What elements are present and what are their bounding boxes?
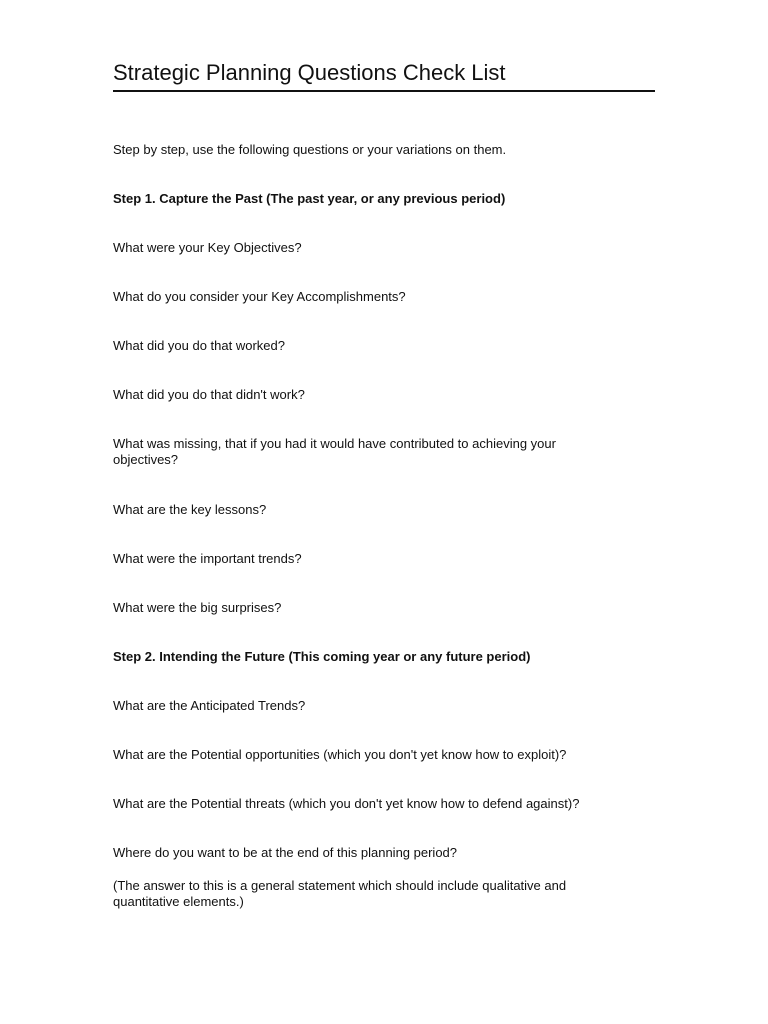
step1-question: What were your Key Objectives? (113, 240, 302, 255)
intro-text: Step by step, use the following questions or your variations on them. (113, 142, 507, 157)
step2-question: What are the Anticipated Trends? (113, 698, 306, 713)
step1-question: What was missing, that if you had it would have contributed to achieving your objectives? (113, 436, 556, 467)
step2-heading: Step 2. Intending the Future (This coming year or any future period) (113, 649, 531, 664)
step2-note: (The answer to this is a general statement which should include qualitative and quantitative elements.) (113, 878, 567, 909)
step1-question: What do you consider your Key Accomplishments? (113, 289, 406, 304)
page-title: Strategic Planning Questions Check List (113, 58, 655, 92)
step1-question: What did you do that worked? (113, 338, 285, 353)
step1-question: What were the important trends? (113, 551, 302, 566)
step2-question: What are the Potential threats (which you don't yet know how to defend against)? (113, 796, 580, 811)
step1-heading: Step 1. Capture the Past (The past year, or any previous period) (113, 191, 506, 206)
step1-question: What are the key lessons? (113, 502, 267, 517)
step1-question: What were the big surprises? (113, 600, 282, 615)
step2-question: What are the Potential opportunities (which you don't yet know how to exploit)? (113, 747, 567, 762)
step2-question: Where do you want to be at the end of this planning period? (113, 845, 458, 860)
step1-question: What did you do that didn't work? (113, 387, 305, 402)
